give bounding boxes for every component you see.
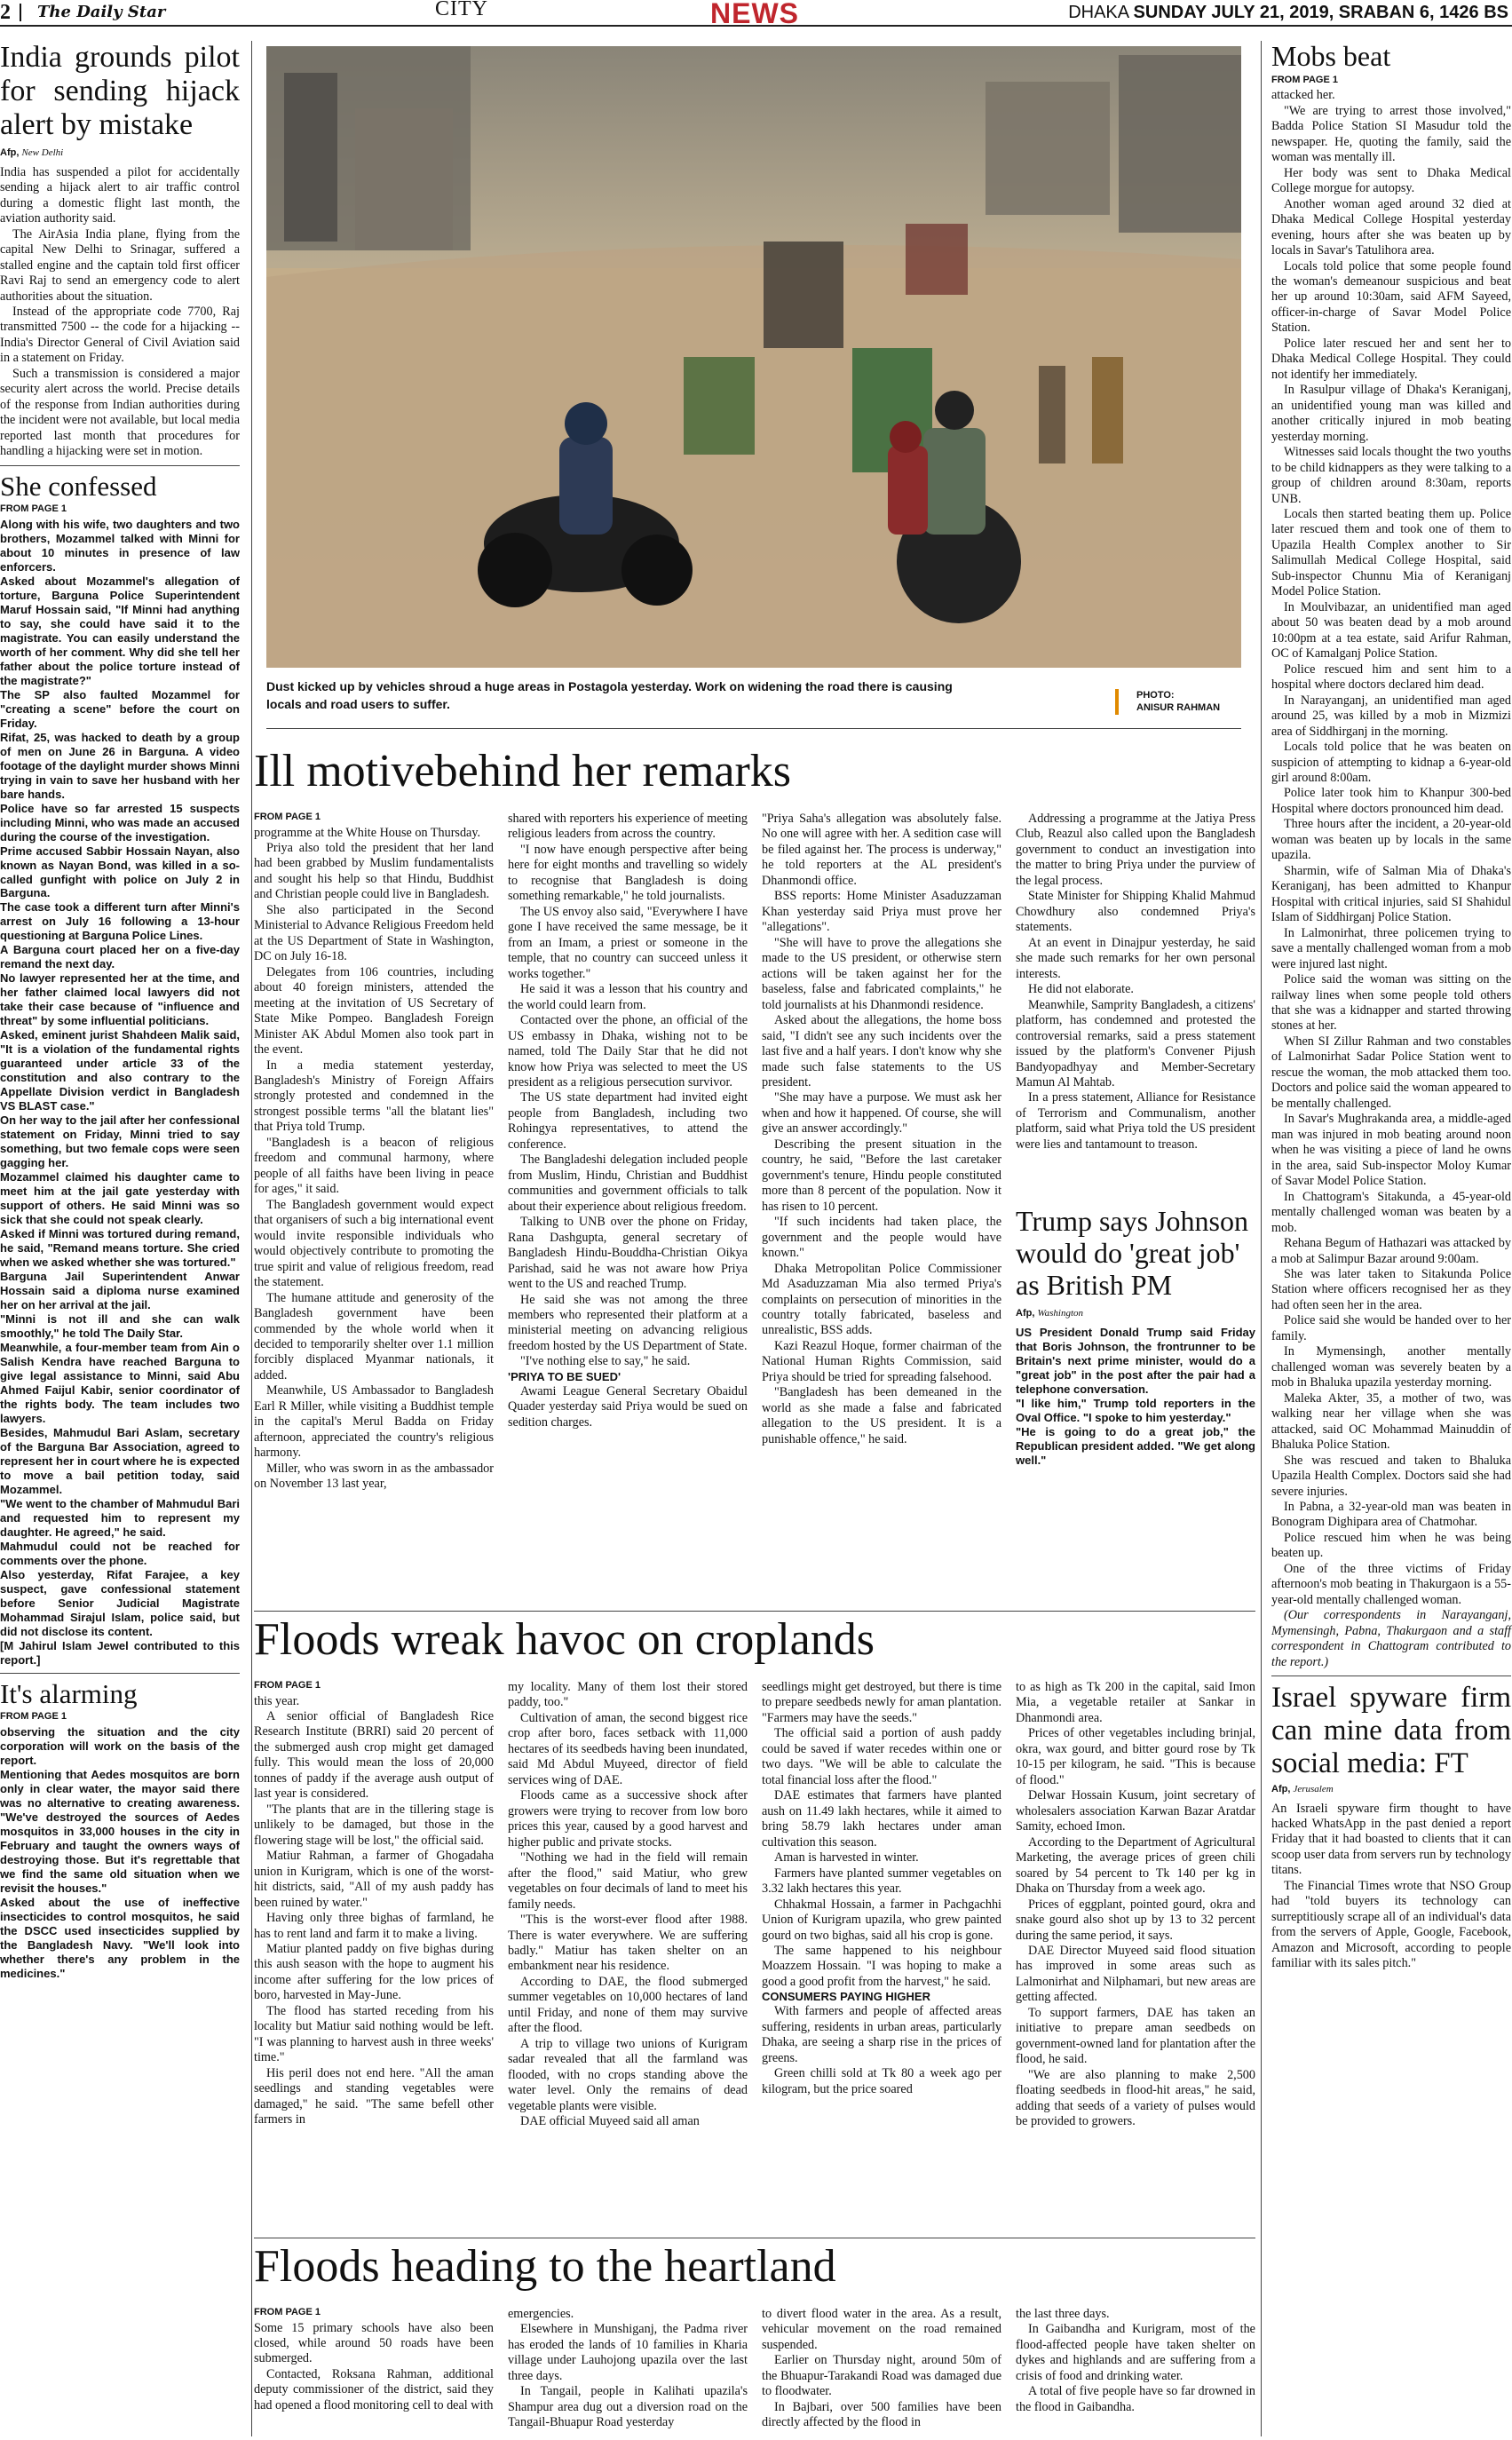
india-body	[0, 165, 240, 460]
paragraph: The AirAsia India plane, flying from the capital New Delhi to Srinagar, suffered a stalled engine and the captain told first officer Ravi Raj to send an emergency code to alert authorities about the situation.	[0, 226, 240, 304]
paragraph: seedlings might get destroyed, but there is time to prepare seedbeds newly for aman plantation. "Farmers may have the seeds."	[762, 1680, 1001, 1725]
paragraph: "This is the worst-ever flood after 1988. There is water everywhere. We are suffering badly." Matiur has taken shelter on an embankment near his residence.	[508, 1913, 748, 1974]
paragraph: In a media statement yesterday, Bangladesh's Ministry of Foreign Affairs strongly protested and condemned in the strongest possible terms "all the blatant lies" that Priya told Trump.	[254, 1058, 494, 1135]
paragraph: Delwar Hossain Kusum, joint secretary of wholesalers association Karwan Bazar Aratdar Samity, echoed Imon.	[1016, 1788, 1255, 1834]
paragraph: In Narayanganj, an unidentified man aged around 25, was killed by a mob in Mizmizi area of Siddhirganj in the morning.	[1271, 693, 1511, 739]
paragraph: (Our correspondents in Narayanganj, Mymensingh, Pabna, Thakurgaon and a staff correspondent in Chattogram contributed to the report.)	[1271, 1608, 1511, 1669]
paragraph: The flood has started receding from his locality but Matiur said nothing would be left. "I was planning to harvest aush in three weeks' time."	[254, 2003, 494, 2065]
paragraph: Another woman aged around 32 died at Dhaka Medical College Hospital yesterday evening, hours after she was beaten up by locals in Savar's Tatulihora area.	[1271, 196, 1511, 258]
paragraph: Locals told police that he was beaten on suspicion of attempting to kidnap a 6-year-old girl around 8:00am.	[1271, 740, 1511, 785]
mobs-body	[1271, 88, 1511, 1670]
india-byline: Afp, New Delhi	[0, 147, 64, 159]
paragraph: Sharmin, wife of Salman Mia of Dhaka's Keraniganj, has been admitted to Khanpur Hospital with critical injuries, said SI Shahidul Islam of Siddhirganj Police Station.	[1271, 863, 1511, 925]
paragraph: When SI Zillur Rahman and two constables of Lalmonirhat Sadar Police Station went to rescue the woman, the mob attacked them too. Doctors and police said the woman appeared to be mentally challenged.	[1271, 1034, 1511, 1111]
paragraph: A trip to village two unions of Kurigram sadar revealed that all the farmland was flooded, with no crops standing above the water level. Only the remains of dead vegetable plants were visible.	[508, 2036, 748, 2113]
paragraph: In Mymensingh, another mentally challenged woman was severely beaten by a mob in Bhaluka upazila yesterday morning.	[1271, 1344, 1511, 1390]
paragraph: "I've nothing else to say," he said.	[520, 1354, 691, 1369]
paragraph: Some 15 primary schools have also been closed, while around 50 roads have been submerged.	[254, 2320, 494, 2366]
paragraph: She was later taken to Sitakunda Police Station where officers recognised her as they had often seen her in the area.	[1271, 1266, 1511, 1312]
paragraph: Three hours after the incident, a 20-year-old woman was beaten up by locals in the same upazila.	[1271, 817, 1511, 863]
paragraph: "She will have to prove the allegations she made to the US president, or otherwise stern actions will be taken against her for the baseless, false and fabricated complaints," he told journalists at his Dhanmondi residence.	[762, 935, 1001, 1012]
paragraph: He said it was a lesson that his country and the world could learn from.	[508, 982, 748, 1012]
paragraph: Witnesses said locals thought the two youths to be child kidnappers as they were talking to a group of children around 8:30am, reports UNB.	[1271, 445, 1511, 506]
paragraph: His peril does not end here. "All the aman seedlings and standing vegetables were damaged," he said. "The same befell other farmers in	[254, 2065, 494, 2127]
subheading: Besides, Mahmudul Bari Aslam, secretary of the Barguna Bar Association, agreed to represent her in court where he is expected to move a bail petition today, said Mozammel.	[0, 1425, 240, 1496]
column-rule	[1261, 41, 1262, 2436]
subheading: US President Donald Trump said Friday that Boris Johnson, the frontrunner to be Britain's next prime minister, would do a "great job" in the post after the pair had a telephone conversation.	[1016, 1326, 1255, 1396]
paragraph: Aman is harvested in winter.	[774, 1850, 919, 1866]
subheading: Prime accused Sabbir Hossain Nayan, also known as Nayan Bond, was killed in a so-called gunfight with police on July 2 in Barguna.	[0, 844, 240, 900]
paragraph: Green chilli sold at Tk 80 a week ago per kilogram, but the price soared	[762, 2066, 1001, 2096]
from-page-label: FROM PAGE 1	[0, 503, 67, 515]
subheading: Asked about Mozammel's allegation of torture, Barguna Police Superintendent Maruf Hossain said, "If Minni had anything to say, she could have said it to the magistrate. You can easily understand the worth of her comment. Why did she tell her father about the police torture instead of the magistrate?"	[0, 574, 240, 687]
paragraph: "If such incidents had taken place, the government and the people would have known."	[762, 1215, 1001, 1261]
paragraph: Chhakmal Hossain, a farmer in Pachgachhi Union of Kurigram upazila, who grew painted gourd on two bighas, said all his crop is gone.	[762, 1897, 1001, 1943]
paragraph: To support farmers, DAE has taken an initiative to prepare aman seedbeds on government-owned land for plantation after the flood, he said.	[1016, 2005, 1255, 2067]
motive-headline: Ill motivebehind her remarks	[254, 746, 792, 796]
paragraph: In Chattogram's Sitakunda, a 45-year-old mentally challenged woman was beaten by a mob.	[1271, 1189, 1511, 1235]
paragraph: "The plants that are in the tillering stage is unlikely to be damaged, but those in the flowering stage will be lost," the official said.	[254, 1802, 494, 1848]
paragraph: In Lalmonirhat, three policemen trying to save a mentally challenged woman from a mob were injured last night.	[1271, 925, 1511, 971]
paragraph: shared with reporters his experience of meeting religious leaders from across the country.	[508, 812, 748, 842]
floods2-column	[508, 2307, 748, 2431]
paragraph: Elsewhere in Munshiganj, the Padma river has eroded the lands of 10 families in Kharia village under Lauhojong upazila over the last three days.	[508, 2322, 748, 2383]
subheading: "Minni is not ill and she can walk smoothly," he told The Daily Star.	[0, 1312, 240, 1340]
news-photo	[266, 46, 1241, 668]
israel-body	[1271, 1802, 1511, 1972]
from-page-label: FROM PAGE 1	[0, 1711, 67, 1723]
paragraph: The Bangladeshi delegation included people from Muslim, Hindu, Christian and Buddhist communities and government officials to talk about their experience about religious freedom.	[508, 1153, 748, 1214]
right-column	[1271, 41, 1511, 1972]
subheading: Meanwhile, a four-member team from Ain o Salish Kendra have reached Barguna to give legal assistance to Minni, said Abu Ahmed Faijul Kabir, senior coordinator of the rights body. The team includes two lawyers.	[0, 1340, 240, 1425]
paragraph: Police rescued him when he was being beaten up.	[1271, 1530, 1511, 1561]
credit-name: ANISUR RAHMAN	[1136, 702, 1221, 714]
left-column	[0, 41, 240, 1981]
paragraph: attacked her.	[1271, 88, 1335, 103]
column-rule	[251, 41, 252, 2436]
paragraph: With farmers and people of affected areas suffering, residents in urban areas, particularly Dhaka, are seeing a sharp rise in the prices of greens.	[762, 2004, 1001, 2065]
credit-label: PHOTO:	[1136, 690, 1175, 701]
subheading: Asked about the use of ineffective insecticides to control mosquitos, he said the DSCC used insecticides supplied by the Bangladesh Navy. "We'll look into whether there's any problem in the medicines."	[0, 1895, 240, 1980]
paragraph: Police rescued him and sent him to a hospital where doctors declared him dead.	[1271, 661, 1511, 693]
divider	[254, 1611, 1255, 1612]
paragraph: Police later rescued her and sent her to Dhaka Medical College Hospital. They could not identify her immediately.	[1271, 336, 1511, 382]
paragraph: Priya also told the president that her land had been grabbed by Muslim fundamentalists and sought his help so that Hindu, Buddhist and Christian people could live in Bangladesh.	[254, 840, 494, 902]
paragraph: Rehana Begum of Hathazari was attacked by a mob at Salimpur Bazar around 9:00am.	[1271, 1236, 1511, 1266]
subheading: Along with his wife, two daughters and two brothers, Mozammel talked with Minni for about 10 minutes in presence of law enforcers.	[0, 517, 240, 574]
paragraph: At an event in Dinajpur yesterday, he said she made such remarks for her own personal interests.	[1016, 935, 1255, 981]
page-number: 2	[0, 1, 11, 24]
paragraph: Floods came as a successive shock after growers were trying to recover from low boro prices this year, caused by a good harvest and higher public and private stocks.	[508, 1788, 748, 1850]
motive-column	[254, 812, 494, 1493]
paragraph: In Pabna, a 32-year-old man was beaten in Bonogram Dighipara area of Chatmohar.	[1271, 1500, 1511, 1530]
paragraph: "Bangladesh is a beacon of religious freedom and communal harmony, where people of all faiths have been living in peace for ages," it said.	[254, 1135, 494, 1197]
paragraph: The humane attitude and generosity of the Bangladesh government have been commended by the whole world when it decided to temporarily shelter over 1.1 million forcibly displaced Myanmar nationals, it added.	[254, 1290, 494, 1382]
subheading: Asked, eminent jurist Shahdeen Malik said, "It is a violation of the fundamental rights guaranteed under article 33 of the constitution and also contrary to the Appellate Division verdict in Bangladesh VS BLAST case."	[0, 1028, 240, 1113]
floods1-column	[254, 1680, 494, 2128]
subheading: Mozammel claimed his daughter came to meet him at the jail gate yesterday with support of others. He said Minni was so sick that she could not speak clearly.	[0, 1170, 240, 1227]
subheading: Mahmudul could not be reached for comments over the phone.	[0, 1539, 240, 1567]
confessed-body	[0, 518, 240, 1668]
floods2-column	[254, 2307, 494, 2413]
paragraph: According to DAE, the flood submerged summer vegetables on 10,000 hectares of land until Friday, and none of them may survive after the flood.	[508, 1974, 748, 2036]
paragraph: A senior official of Bangladesh Rice Research Institute (BRRI) said 20 percent of the submerged aush crop might get damaged fully. This would mean the loss of 20,000 tonnes of paddy if the average aush output of last year is considered.	[254, 1708, 494, 1802]
paragraph: Her body was sent to Dhaka Medical College morgue for autopsy.	[1271, 165, 1511, 196]
paragraph: She also participated in the Second Ministerial to Advance Religious Freedom held at the US Department of State in Washington, DC on July 16-18.	[254, 902, 494, 964]
paragraph: In Gaibandha and Kurigram, most of the flood-affected people have taken shelter on dykes and highlands and are suffering from a crisis of food and drinking water.	[1016, 2322, 1255, 2383]
israel-byline: Afp, Jerusalem	[1271, 1784, 1334, 1795]
floods1-headline: Floods wreak havoc on croplands	[254, 1614, 875, 1665]
paragraph: this year.	[254, 1693, 300, 1708]
subheading: Mentioning that Aedes mosquitos are born only in clear water, the mayor said there was no alternative to creating awareness. "We've destroyed the sources of Aedes mosquitos in 33,000 houses in the city in February and taught the owners ways of destroying those. But it's regrettable that we find the same old situation when we revisit the houses."	[0, 1767, 240, 1895]
paragraph: DAE Director Muyeed said flood situation has improved in some areas such as Lalmonirhat and Nilphamari, but new areas are getting affected.	[1016, 1943, 1255, 2005]
paragraph: "We are also planning to make 2,500 floating seedbeds in flood-hit areas," he said, adding that seeds of a variety of pulses would be provided to growers.	[1016, 2067, 1255, 2129]
paragraph: Farmers have planted summer vegetables on 3.32 lakh hectares this year.	[762, 1866, 1001, 1897]
subheading: The SP also faulted Mozammel for "creating a scene" before the court on Friday.	[0, 687, 240, 730]
motive-column	[508, 812, 748, 1430]
paragraph: Asked about the allegations, the home boss said, "I didn't see any such incidents over the last five and a half years. I don't know why she made such false statements to the US president.	[762, 1013, 1001, 1089]
paragraph: One of the three victims of Friday afternoon's mob beating in Thakurgaon is a 55-year-old mentally challenged woman.	[1271, 1561, 1511, 1607]
from-page-label: FROM PAGE 1	[1271, 74, 1338, 85]
paragraph: BSS reports: Home Minister Asaduzzaman Khan yesterday said Priya must prove her "allegations".	[762, 889, 1001, 935]
subheading: Barguna Jail Superintendent Anwar Hossain said a diploma nurse examined her on her arrival at the jail.	[0, 1270, 240, 1312]
subheading: Asked if Minni was tortured during remand, he said, "Remand means torture. She cried when we asked whether she was tortured."	[0, 1227, 240, 1270]
subheading: 'PRIYA TO BE SUED'	[508, 1369, 621, 1383]
paragraph: "We are trying to arrest those involved," Badda Police Station SI Masudur told the newspaper. He, quoting the family, said the woman was mentally ill.	[1271, 103, 1511, 165]
paragraph: Earlier on Thursday night, around 50m of the Bhuapur-Tarakandi Road was damaged due to floodwater.	[762, 2353, 1001, 2399]
from-page-label: FROM PAGE 1	[254, 1680, 321, 1691]
paragraph: In Moulvibazar, an unidentified man aged about 50 was beaten dead by a mob around 10:00pm at a tea estate, said Arifur Rahman, OC of Kamalganj Police Station.	[1271, 599, 1511, 661]
paragraph: the last three days.	[1016, 2307, 1110, 2321]
paragraph: An Israeli spyware firm thought to have hacked WhatsApp in the past denied a report Friday that it had boasted to clients that it can scoop user data from servers run by technology titans.	[1271, 1801, 1511, 1878]
paragraph: DAE official Muyeed said all aman	[520, 2114, 700, 2129]
subheading: A Barguna court placed her on a five-day remand the next day.	[0, 943, 240, 971]
paragraph: A total of five people have so far drowned in the flood in Gaibandha.	[1016, 2384, 1255, 2414]
paragraph: Kazi Reazul Hoque, former chairman of the National Human Rights Commission, said Priya should be tried for spreading falsehood.	[762, 1338, 1001, 1384]
paragraph: The Financial Times wrote that NSO Group had "told buyers its technology can surreptitiously scrape all of an individual's data from the servers of Apple, Google, Facebook, Amazon and Microsoft, according to people familiar with its sales pitch."	[1271, 1878, 1511, 1971]
paragraph: He did not elaborate.	[1028, 982, 1134, 997]
paragraph: "She may have a purpose. We must ask her when and how it happened. Of course, she will give an answer accordingly."	[762, 1090, 1001, 1137]
divider	[0, 1673, 240, 1674]
paragraph: In Bajbari, over 500 families have been directly affected by the flood in	[762, 2399, 1001, 2430]
paragraph: Police said she would be handed over to her family.	[1271, 1313, 1511, 1343]
paragraph: Police said the woman was sitting on the railway lines when some people told others that she was a kidnapper and started throwing stones at her.	[1271, 972, 1511, 1034]
subheading: "I like him," Trump told reporters in the Oval Office. "I spoke to him yesterday."	[1016, 1396, 1255, 1424]
subheading: [M Jahirul Islam Jewel contributed to this report.]	[0, 1638, 240, 1667]
paragraph: In a press statement, Alliance for Resistance of Terrorism and Communalism, another platform, said what Priya told the US president were lies and tantamount to treason.	[1016, 1090, 1255, 1152]
divider	[0, 465, 240, 466]
mobs-headline: Mobs beat	[1271, 40, 1391, 72]
trump-headline: Trump says Johnson would do 'great job' as British PM	[1016, 1205, 1248, 1301]
paragraph: Maleka Akter, 35, a mother of two, was walking near her village when she was attacked, said OC Mohammad Mainuddin of Bhaluka Police Station.	[1271, 1390, 1511, 1453]
paragraph: Meanwhile, US Ambassador to Bangladesh Earl R Miller, while visiting a Buddhist temple in the capital's Merul Badda on Friday afternoon, appreciated the country's religious harmony.	[254, 1383, 494, 1461]
dateline-city: DHAKA	[1068, 3, 1134, 22]
paragraph: to as high as Tk 200 in the capital, said Imon Mia, a vegetable retailer at Sankar in Dhanmondi area.	[1016, 1680, 1255, 1725]
photo-caption: Dust kicked up by vehicles shroud a huge areas in Postagola yesterday. Work on widening the road there is causing locals and road users to suffer.	[266, 679, 953, 711]
alarming-body	[0, 1725, 240, 1981]
paragraph: Cultivation of aman, the second biggest rice crop after boro, faces setback with 11,000 hectares of its seedbeds having been inundated, said Md Abdul Muyeed, director of field services wing of DAE.	[508, 1710, 748, 1787]
paragraph: "Priya Saha's allegation was absolutely false. No one will agree with her. A sedition case will be filed against her. The process is underway," he told reporters at the AL president's Dhanmondi office.	[762, 812, 1001, 888]
confessed-headline: She confessed	[0, 470, 157, 502]
paragraph: In Rasulpur village of Dhaka's Keraniganj, an unidentified young man was killed and another critically injured in mob beating yesterday morning.	[1271, 383, 1511, 444]
floods1-column	[508, 1680, 748, 2130]
section-label: CITY	[435, 0, 488, 20]
subheading: On her way to the jail after her confessional statement on Friday, Minni tried to say something, but two female cops were seen gagging her.	[0, 1113, 240, 1170]
israel-headline: Israel spyware firm can mine data from social media: FT	[1271, 1682, 1511, 1780]
paragraph: emergencies.	[508, 2307, 574, 2321]
subheading: Also yesterday, Rifat Farajee, a key suspect, gave confessional statement before Senior Judicial Magistrate Mohammad Sirajul Islam, police said, but did not disclose its content.	[0, 1567, 240, 1638]
masthead: The Daily Star	[37, 3, 166, 21]
motive-column	[1016, 812, 1255, 1153]
paragraph: Such a transmission is considered a major security alert across the world. Precise details of the response from Indian authorities during the incident were not available, but local media reported last month that procedures for handling a hijacking were set in motion.	[0, 366, 240, 459]
paragraph: Dhaka Metropolitan Police Commissioner Md Asaduzzaman Mia also termed Priya's complaints on persecution of minorities in the country totally fabricated, baseless and unrealistic, BSS adds.	[762, 1261, 1001, 1338]
from-page-label: FROM PAGE 1	[254, 812, 321, 822]
trump-body	[1016, 1326, 1255, 1468]
paragraph: to divert flood water in the area. As a result, vehicular movement on the road remained suspended.	[762, 2307, 1001, 2352]
paragraph: programme at the White House on Thursday.	[254, 825, 481, 840]
paragraph: Prices of other vegetables including brinjal, okra, wax gourd, and bitter gourd rose by Tk 10-15 per kilogram, he said. "This is because of flood."	[1016, 1726, 1255, 1787]
paragraph: Meanwhile, Samprity Bangladesh, a citizens' platform, has condemned and protested the controversial remarks, said a press statement issued by the platform's Convener Pijush Bandyopadhyay and Member-Secretary Mamun Al Mahtab.	[1016, 997, 1255, 1089]
subheading: CONSUMERS PAYING HIGHER	[762, 1990, 930, 2004]
floods2-headline: Floods heading to the heartland	[254, 2241, 836, 2292]
subheading: "We went to the chamber of Mahmudul Bari and requested him to represent my daughter. He agreed," he said.	[0, 1496, 240, 1539]
paragraph: Talking to UNB over the phone on Friday, Rana Dashgupta, general secretary of Bangladesh Hindu-Bouddha-Christian Oikya Parishad, said he was not aware how Priya went to the US and reached Trump.	[508, 1215, 748, 1292]
paragraph: In Savar's Mughrakanda area, a middle-aged man was injured in mob beating around noon when he was visiting a piece of land he owns in the area, said Sub-inspector Moloy Kumar of Savar Model Police Station.	[1271, 1112, 1511, 1189]
dateline	[1068, 2, 1508, 24]
floods2-column	[762, 2307, 1001, 2431]
paragraph: State Minister for Shipping Khalid Mahmud Chowdhury also condemned Priya's statements.	[1016, 889, 1255, 935]
paragraph: Matiur planted paddy on five bighas during this aush season with the hope to augment his income after suffering for the low prices of boro, harvested in May-June.	[254, 1942, 494, 2003]
dateline-date: SUNDAY JULY 21, 2019, SRABAN 6, 1426 BS	[1133, 3, 1508, 22]
trump-byline: Afp, Washington	[1016, 1308, 1083, 1319]
paragraph: In Tangail, people in Kalihati upazila's Shampur area dug out a diversion road on the Tangail-Bhuapur Road yesterday	[508, 2384, 748, 2430]
photo-credit	[1115, 689, 1220, 715]
paragraph: Awami League General Secretary Obaidul Quader yesterday said Priya would be sued on sedition charges.	[508, 1383, 748, 1430]
paragraph: Police later took him to Khanpur 300-bed Hospital where doctors pronounced him dead.	[1271, 786, 1511, 816]
paragraph: The same happened to his neighbour Moazzem Hossain. "I was hoping to make a good a good profit from the harvest," he said.	[762, 1943, 1001, 1989]
paragraph: "Nothing we had in the field will remain after the flood," said Matiur, who grew vegetables on four decimals of land to meet his family needs.	[508, 1850, 748, 1912]
from-page-label: FROM PAGE 1	[254, 2307, 321, 2317]
divider	[266, 728, 1241, 729]
paragraph: Delegates from 106 countries, including about 40 foreign ministers, attended the meeting at the invitation of US Secretary of State Mike Pompeo. Bangladesh Foreign Minister AK Abdul Momen also took part in the event.	[254, 964, 494, 1058]
subheading: Rifat, 25, was hacked to death by a group of men on June 26 in Barguna. A video footage of the daylight murder shows Minni trying in vain to save her husband with her bare hands.	[0, 730, 240, 801]
india-headline: India grounds pilot for sending hijack alert by mistake	[0, 41, 240, 142]
floods2-column	[1016, 2307, 1255, 2415]
paragraph: Addressing a programme at the Jatiya Press Club, Reazul also called upon the Bangladesh government to conduct an investigation into the matter to bring Priya under the purview of the legal process.	[1016, 812, 1255, 888]
paragraph: DAE estimates that farmers have planted aush on 11.49 lakh hectares, while it aimed to bring 58.79 lakh hectares under aman cultivation this season.	[762, 1788, 1001, 1850]
paragraph: The Bangladesh government would expect that organisers of such a big international event would invite responsible individuals who would objectively contribute to promoting the true spirit and value of religious freedom, read the statement.	[254, 1197, 494, 1290]
page-header	[0, 0, 1512, 27]
subheading: Police have so far arrested 15 suspects including Minni, who was made an accused during the course of the investigation.	[0, 801, 240, 844]
paragraph: The official said a portion of aush paddy could be saved if water recedes within one or two days. "We will be able to calculate the total financial loss after the flood."	[762, 1726, 1001, 1787]
paragraph: According to the Department of Agricultural Marketing, the average prices of green chili soared by 54 percent to Tk 140 per kg in Dhaka on Thursday from a week ago.	[1016, 1834, 1255, 1897]
paragraph: Locals told police that some people found the woman's demeanour suspicious and beat her up around 10:30am, said AFM Sayeed, officer-in-charge of Savar Model Police Station.	[1271, 258, 1511, 336]
dusty-road-photo	[266, 46, 1241, 668]
paragraph: Contacted, Roksana Rahman, additional deputy commissioner of the district, said they had opened a flood monitoring cell to deal with	[254, 2366, 494, 2412]
paragraph: Locals then started beating them up. Police later rescued them and took one of them to Upazila Health Complex another to Sir Salimullah Medical College Hospital, said Sub-inspector Chunnu Mia of Keraniganj Model Police Station.	[1271, 507, 1511, 599]
paragraph: He said she was not among the three members who represented their platform at a ministerial meeting on advancing religious freedom hosted by the US Department of State.	[508, 1292, 748, 1353]
floods1-column	[1016, 1680, 1255, 2130]
paragraph: Matiur Rahman, a farmer of Ghogadaha union in Kurigram, which is one of the worst-hit districts, said, "All of my aush paddy has been ruined by water."	[254, 1849, 494, 1910]
floods1-column	[762, 1680, 1001, 2097]
paragraph: Having only three bighas of farmland, he has to rent land and farm it to make a living.	[254, 1911, 494, 1941]
subheading: "He is going to do a great job," the Republican president added. "We get along well."	[1016, 1424, 1255, 1467]
alarming-headline: It's alarming	[0, 1677, 138, 1709]
paragraph: "Bangladesh has been demeaned in the world as she made a false and fabricated allegation to the US president. It is a punishable offence," he said.	[762, 1385, 1001, 1446]
paragraph: my locality. Many of them lost their stored paddy, too."	[508, 1680, 748, 1710]
paragraph: Instead of the appropriate code 7700, Raj transmitted 7500 -- the code for a hijacking -- India's Director General of Civil Aviation said in a statement on Friday.	[0, 304, 240, 366]
subheading: The case took a different turn after Minni's arrest on July 16 following a 13-hour questioning at Barguna Police Lines.	[0, 900, 240, 943]
paragraph: India has suspended a pilot for accidentally sending a hijack alert to air traffic control during a domestic flight last month, the aviation authority said.	[0, 164, 240, 226]
news-label: NEWS	[710, 0, 799, 29]
paragraph: Miller, who was sworn in as the ambassador on November 13 last year,	[254, 1461, 494, 1492]
paragraph: She was rescued and taken to Bhaluka Upazila Health Complex. Doctors said she had severe injuries.	[1271, 1453, 1511, 1499]
paragraph: Prices of eggplant, pointed gourd, okra and snake gourd also shot up by 13 to 32 percent during the same period, it says.	[1016, 1897, 1255, 1943]
subheading: No lawyer represented her at the time, and her father claimed local lawyers did not take their case because of "influence and threat" by some influential politicians.	[0, 971, 240, 1028]
masthead-divider	[20, 4, 21, 21]
subheading: observing the situation and the city corporation will work on the basis of the report.	[0, 1724, 240, 1767]
paragraph: The US state department had invited eight people from Bangladesh, including two Rohingya representatives, to attend the conference.	[508, 1090, 748, 1152]
paragraph: Contacted over the phone, an official of the US embassy in Dhaka, wishing not to be named, told The Daily Star that he did not know how Priya was selected to meet the US president as a religious persecution survivor.	[508, 1013, 748, 1089]
paragraph: "I now have enough perspective after being here for eight months and travelling so widely to recognise that Bangladesh is doing something remarkable," he told journalists.	[508, 842, 748, 904]
trump-story	[1016, 1206, 1255, 1468]
paragraph: Describing the present situation in the country, he said, "Before the last caretaker government's tenure, Hindu people constituted more than 8 percent of the population. Now it has risen to 10 percent.	[762, 1137, 1001, 1214]
paragraph: The US envoy also said, "Everywhere I have gone I have received the same message, be it from an Imam, a priest or someone in the temple, that no country can succeed unless it works together."	[508, 904, 748, 981]
motive-column	[762, 812, 1001, 1447]
